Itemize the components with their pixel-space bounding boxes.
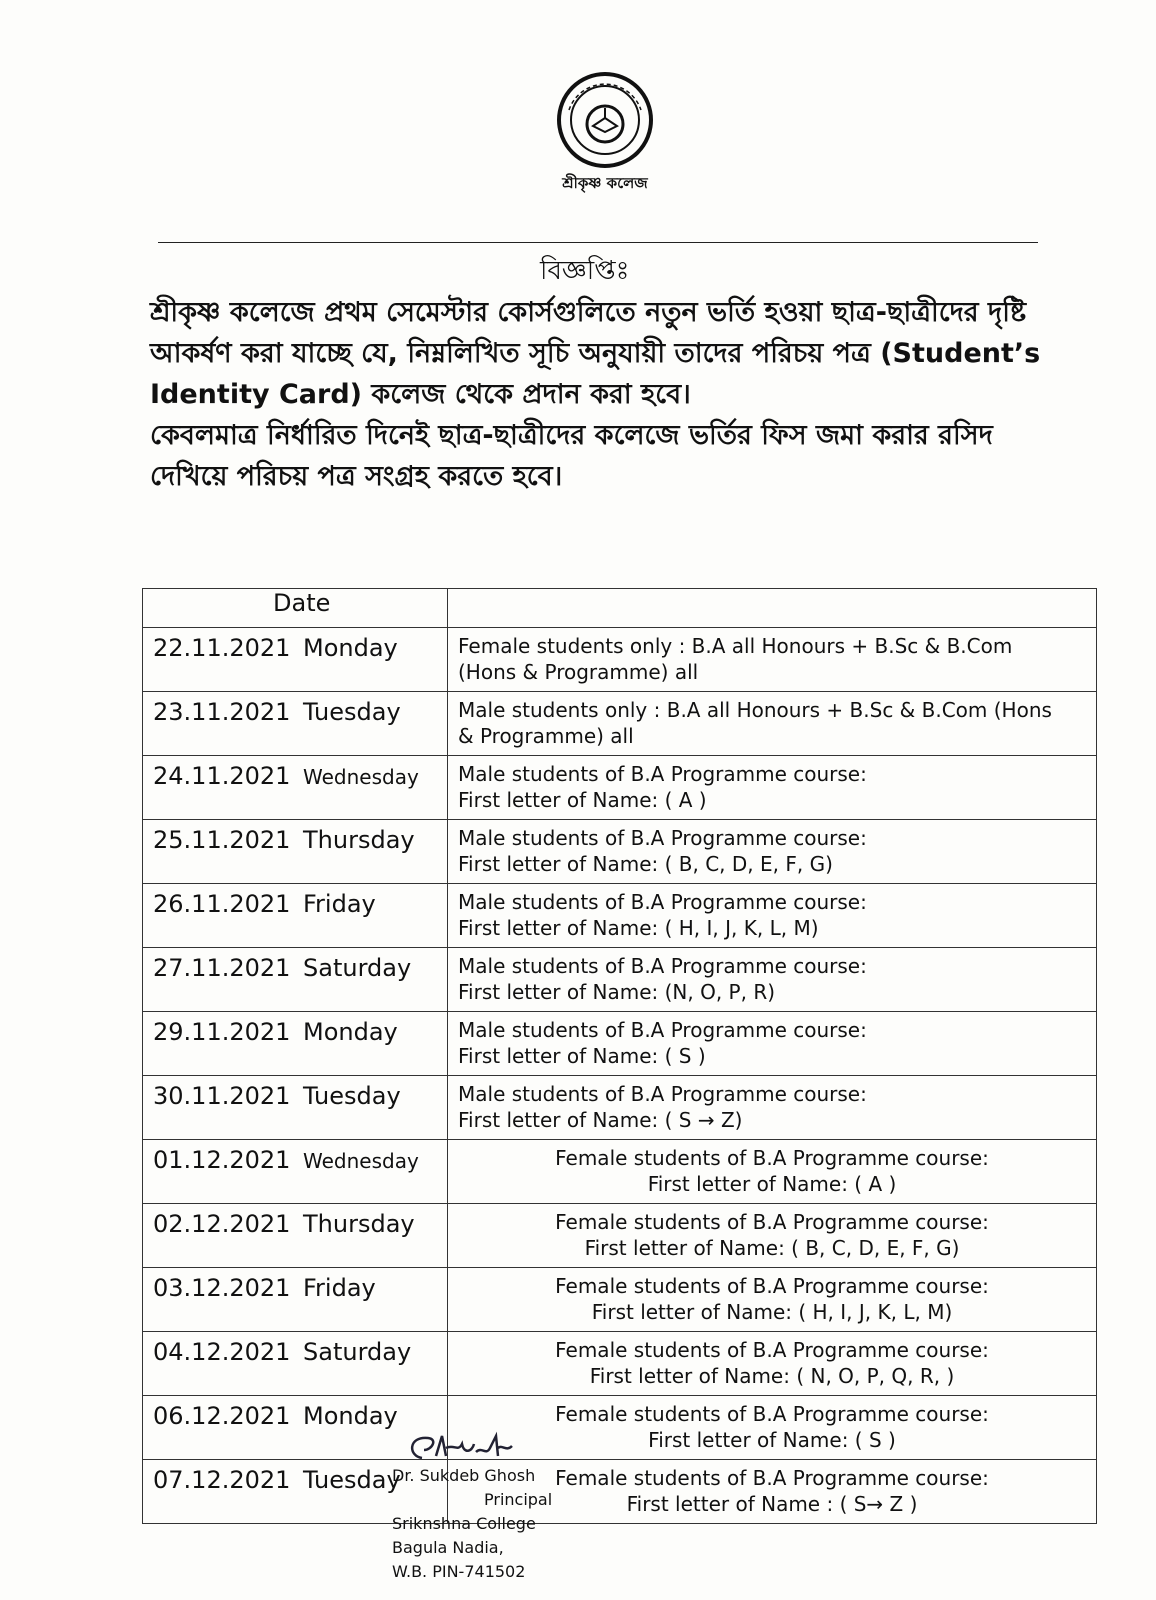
schedule-date-cell	[143, 692, 448, 756]
schedule-letters: First letter of Name: ( S )	[458, 1044, 706, 1068]
schedule-description-cell	[448, 1076, 1097, 1140]
schedule-day: Tuesday	[303, 1466, 401, 1494]
table-row	[143, 1332, 1097, 1396]
schedule-date: 03.12.2021	[153, 1274, 291, 1302]
schedule-group: Female students of B.A Programme course:	[555, 1338, 989, 1362]
schedule-letters: First letter of Name : ( S→ Z )	[626, 1492, 918, 1516]
schedule-group: Male students only : B.A all Honours + B.Sc & B.Com (Hons	[458, 698, 1052, 722]
schedule-description-cell	[448, 628, 1097, 692]
schedule-day: Saturday	[303, 1338, 412, 1366]
schedule-letters: First letter of Name: ( A )	[458, 788, 707, 812]
table-row	[143, 1076, 1097, 1140]
schedule-date: 27.11.2021	[153, 954, 291, 982]
schedule-day: Tuesday	[303, 698, 401, 726]
schedule-date-cell	[143, 948, 448, 1012]
schedule-description-cell	[448, 1268, 1097, 1332]
schedule-letters: First letter of Name: (N, O, P, R)	[458, 980, 776, 1004]
schedule-group: Female students of B.A Programme course:	[555, 1210, 989, 1234]
schedule-description-cell	[448, 1332, 1097, 1396]
column-header-description	[448, 589, 1097, 628]
schedule-date: 26.11.2021	[153, 890, 291, 918]
table-row	[143, 1140, 1097, 1204]
schedule-letters: First letter of Name: ( H, I, J, K, L, M)	[591, 1300, 953, 1324]
schedule-day: Wednesday	[303, 765, 419, 789]
schedule-date: 07.12.2021	[153, 1466, 291, 1494]
college-logo	[540, 70, 670, 197]
schedule-day: Monday	[303, 634, 398, 662]
schedule-date-cell	[143, 820, 448, 884]
table-row	[143, 1460, 1097, 1524]
schedule-date: 22.11.2021	[153, 634, 291, 662]
schedule-day: Tuesday	[303, 1082, 401, 1110]
schedule-description-cell	[448, 692, 1097, 756]
schedule-date-cell	[143, 1204, 448, 1268]
schedule-date: 23.11.2021	[153, 698, 291, 726]
schedule-description-cell	[448, 1140, 1097, 1204]
schedule-date-cell	[143, 1140, 448, 1204]
schedule-day: Thursday	[303, 826, 415, 854]
schedule-group: Female students only : B.A all Honours + B.Sc & B.Com	[458, 634, 1013, 658]
id-card-schedule-table	[142, 588, 1097, 1524]
schedule-group: Female students of B.A Programme course:	[555, 1146, 989, 1170]
schedule-day: Saturday	[303, 954, 412, 982]
schedule-description-cell	[448, 1012, 1097, 1076]
notice-paragraph-1: শ্রীকৃষ্ণ কলেজে প্রথম সেমেস্টার কোর্সগুলিতে নতুন ভর্তি হওয়া ছাত্র-ছাত্রীদের দৃষ্টি আকর্ষণ করা যাচ্ছে যে, নিম্নলিখিত সূচি অনুযায়ী তাদের পরিচয় পত্র (Student’s Identity Card) কলেজ থেকে প্রদান করা হবে।	[150, 297, 1041, 410]
schedule-letters: & Programme) all	[458, 724, 634, 748]
schedule-letters: First letter of Name: ( S → Z)	[458, 1108, 743, 1132]
schedule-date: 25.11.2021	[153, 826, 291, 854]
schedule-date-cell	[143, 1076, 448, 1140]
college-name: Sriknshna College	[392, 1514, 536, 1533]
schedule-day: Wednesday	[303, 1149, 419, 1173]
schedule-group: Female students of B.A Programme course:	[555, 1274, 989, 1298]
table-row	[143, 1268, 1097, 1332]
schedule-description-cell	[448, 884, 1097, 948]
schedule-group: Female students of B.A Programme course:	[555, 1466, 989, 1490]
schedule-date-cell	[143, 756, 448, 820]
schedule-group: Male students of B.A Programme course:	[458, 954, 867, 978]
college-address-line-2: W.B. PIN-741502	[392, 1562, 526, 1581]
schedule-group: Male students of B.A Programme course:	[458, 1082, 867, 1106]
table-row	[143, 692, 1097, 756]
schedule-day: Friday	[303, 890, 376, 918]
schedule-date: 29.11.2021	[153, 1018, 291, 1046]
table-row	[143, 820, 1097, 884]
table-header-row	[143, 589, 1097, 628]
schedule-description-cell	[448, 948, 1097, 1012]
schedule-letters: First letter of Name: ( H, I, J, K, L, M)	[458, 916, 819, 940]
principal-name: Dr. Sukdeb Ghosh	[392, 1466, 536, 1485]
schedule-group: Male students of B.A Programme course:	[458, 1018, 867, 1042]
college-seal-icon	[555, 70, 655, 170]
signature-scribble	[402, 1430, 522, 1470]
schedule-date: 24.11.2021	[153, 762, 291, 790]
college-logo-name: শ্রীকৃষ্ণ কলেজ	[562, 174, 648, 192]
schedule-date-cell	[143, 1012, 448, 1076]
notice-title: বিজ্ঞপ্তিঃ	[540, 256, 630, 286]
schedule-date-cell	[143, 1332, 448, 1396]
schedule-day: Thursday	[303, 1210, 415, 1238]
schedule-date: 30.11.2021	[153, 1082, 291, 1110]
schedule-letters: First letter of Name: ( N, O, P, Q, R, )	[589, 1364, 955, 1388]
college-address-line-1: Bagula Nadia,	[392, 1538, 504, 1557]
schedule-date-cell	[143, 628, 448, 692]
schedule-day: Monday	[303, 1402, 398, 1430]
table-row	[143, 1204, 1097, 1268]
schedule-group: Female students of B.A Programme course:	[555, 1402, 989, 1426]
principal-signature-block	[392, 1430, 552, 1584]
column-header-date: Date	[143, 589, 448, 628]
schedule-letters: (Hons & Programme) all	[458, 660, 699, 684]
schedule-date: 04.12.2021	[153, 1338, 291, 1366]
table-row	[143, 1396, 1097, 1460]
table-row	[143, 756, 1097, 820]
principal-title: Principal	[484, 1490, 553, 1509]
schedule-letters: First letter of Name: ( B, C, D, E, F, G)	[458, 852, 833, 876]
schedule-date-cell	[143, 884, 448, 948]
table-row	[143, 948, 1097, 1012]
schedule-letters: First letter of Name: ( S )	[648, 1428, 896, 1452]
schedule-description-cell	[448, 1204, 1097, 1268]
table-row	[143, 628, 1097, 692]
table-row	[143, 1012, 1097, 1076]
schedule-description-cell	[448, 756, 1097, 820]
schedule-description-cell	[448, 820, 1097, 884]
table-row	[143, 884, 1097, 948]
header-divider	[158, 242, 1038, 243]
schedule-date-cell	[143, 1268, 448, 1332]
schedule-group: Male students of B.A Programme course:	[458, 826, 867, 850]
schedule-date: 06.12.2021	[153, 1402, 291, 1430]
notice-paragraph-2: কেবলমাত্র নির্ধারিত দিনেই ছাত্র-ছাত্রীদের কলেজে ভর্তির ফিস জমা করার রসিদ দেখিয়ে পরিচয় পত্র সংগ্রহ করতে হবে।	[150, 420, 993, 492]
schedule-group: Male students of B.A Programme course:	[458, 890, 867, 914]
schedule-letters: First letter of Name: ( B, C, D, E, F, G)	[584, 1236, 960, 1260]
schedule-group: Male students of B.A Programme course:	[458, 762, 867, 786]
schedule-date: 02.12.2021	[153, 1210, 291, 1238]
schedule-date: 01.12.2021	[153, 1146, 291, 1174]
schedule-day: Friday	[303, 1274, 376, 1302]
schedule-day: Monday	[303, 1018, 398, 1046]
schedule-letters: First letter of Name: ( A )	[647, 1172, 897, 1196]
notice-body	[150, 292, 1050, 497]
